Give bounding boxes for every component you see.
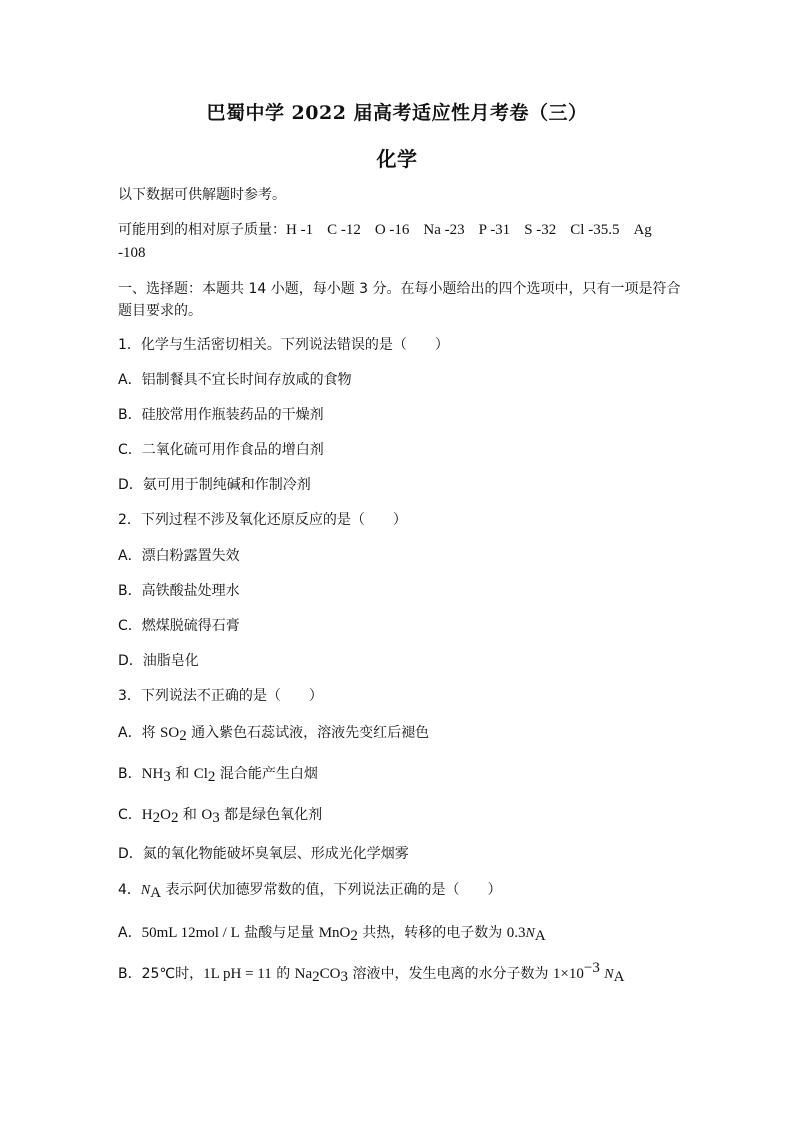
q3-b-formula-1: NH: [141, 766, 164, 782]
q4-b-na-subscript: A: [613, 969, 625, 985]
q4-a-value: 0.3: [506, 925, 526, 941]
q3-b-formula-2: Cl: [193, 766, 208, 782]
q4-b-subscript-2: 3: [340, 969, 348, 985]
q1-option-d: D．氨可用于制纯碱和作制冷剂: [118, 477, 311, 493]
q1-option-c: C．二氧化硫可用作食品的增白剂: [118, 442, 324, 458]
q4-na-subscript: A: [150, 885, 162, 901]
q3-c-formula-1: H: [141, 807, 153, 823]
section-heading-2: 题目要求的。: [118, 303, 202, 319]
atomic-mass-p: P -31: [478, 222, 511, 238]
q3-a-formula: SO: [160, 725, 180, 741]
q3-b-subscript-2: 2: [207, 769, 216, 785]
q3-c-subscript-2: 3: [212, 810, 220, 826]
q2-option-b: B．高铁酸盐处理水: [118, 583, 240, 599]
q4-na-symbol: N: [140, 883, 151, 898]
atomic-mass-line: [118, 219, 688, 241]
q3-c-mid: 和: [178, 807, 202, 823]
q4-option-b: [118, 960, 688, 986]
q3-option-b: [118, 763, 688, 785]
q2-stem: 2．下列过程不涉及氧化还原反应的是（ ）: [118, 512, 407, 528]
q2-option-c: C．燃煤脱硫得石膏: [118, 618, 240, 634]
q3-c-text: 都是绿色氧化剂: [219, 807, 323, 823]
q4-b-mid2: 溶液中，发生电离的水分子数为: [348, 966, 553, 982]
q3-c-subscript-1b: 2: [170, 810, 179, 826]
atomic-mass-overflow: -108: [118, 245, 146, 261]
q4-stem: [118, 879, 688, 902]
q4-stem-text: 表示阿伏加德罗常数的值，下列说法正确的是（ ）: [161, 882, 502, 898]
q4-a-prefix: A．: [118, 925, 142, 941]
exam-title: 巴蜀中学 2022 届高考适应性月考卷（三）: [206, 102, 588, 124]
atomic-mass-label: 可能用到的相对原子质量：: [118, 222, 286, 238]
q4-option-a: [118, 922, 688, 945]
q4-b-expr: 1L pH = 11: [203, 966, 272, 982]
q4-a-formula: MnO: [318, 925, 351, 941]
section-heading-1: 一、选择题：本题共 14 小题，每小题 3 分。在每小题给出的四个选项中，只有一项是符合: [118, 281, 681, 297]
atomic-mass-h: H -1: [286, 222, 314, 238]
atomic-mass-na: Na -23: [423, 222, 465, 238]
q3-b-mid: 和: [170, 766, 194, 782]
q4-b-mid: 的: [271, 966, 295, 982]
q4-a-mid2: 共热，转移的电子数为: [357, 925, 507, 941]
q4-b-prefix: B．25℃时，: [118, 966, 204, 982]
q4-a-na-subscript: A: [534, 928, 546, 944]
q1-option-b: B．硅胶常用作瓶装药品的干燥剂: [118, 407, 324, 423]
q3-c-formula-1b: O: [160, 807, 171, 823]
q3-a-prefix: A．将: [118, 725, 161, 741]
q4-b-value: 1×10: [552, 966, 584, 982]
q2-option-d: D．油脂皂化: [118, 653, 199, 669]
q4-b-subscript-1: 2: [312, 969, 320, 985]
q3-option-a: [118, 722, 688, 744]
q3-stem: 3．下列说法不正确的是（ ）: [118, 688, 323, 704]
atomic-mass-cl: Cl -35.5: [570, 222, 620, 238]
q3-option-d: D．氮的氧化物能破坏臭氧层、形成光化学烟雾: [118, 846, 409, 862]
atomic-mass-c: C -12: [327, 222, 361, 238]
q3-b-prefix: B．: [118, 766, 142, 782]
q3-c-formula-2: O: [201, 807, 213, 823]
q4-a-subscript: 2: [350, 928, 358, 944]
atomic-mass-ag: Ag: [633, 222, 652, 238]
q3-option-c: [118, 804, 688, 826]
q2-option-a: A．漂白粉露置失效: [118, 548, 240, 564]
q4-b-na: N: [604, 967, 614, 982]
q3-b-subscript-1: 3: [163, 769, 171, 785]
atomic-mass-s: S -32: [524, 222, 557, 238]
q4-b-formula-2: CO: [319, 966, 341, 982]
q4-b-exponent: −3: [583, 960, 600, 976]
q4-a-na: N: [525, 926, 535, 941]
subject-title: 化学: [376, 147, 418, 171]
q3-a-subscript: 2: [179, 728, 187, 744]
q3-c-prefix: C．: [118, 807, 142, 823]
q1-option-a: A．铝制餐具不宜长时间存放咸的食物: [118, 372, 352, 388]
q4-b-formula-1: Na: [294, 966, 313, 982]
atomic-mass-o: O -16: [374, 222, 410, 238]
q4-number: 4．: [118, 882, 141, 898]
reference-note: 以下数据可供解题时参考。: [118, 187, 286, 203]
q3-c-subscript-1: 2: [152, 810, 161, 826]
q3-b-text: 混合能产生白烟: [215, 766, 318, 782]
q3-a-text: 通入紫色石蕊试液，溶液先变红后褪色: [186, 725, 430, 741]
q4-a-mid: 盐酸与足量: [239, 925, 319, 941]
q4-a-expr: 50mL 12mol / L: [141, 925, 240, 941]
q1-stem: 1．化学与生活密切相关。下列说法错误的是（ ）: [118, 337, 449, 353]
